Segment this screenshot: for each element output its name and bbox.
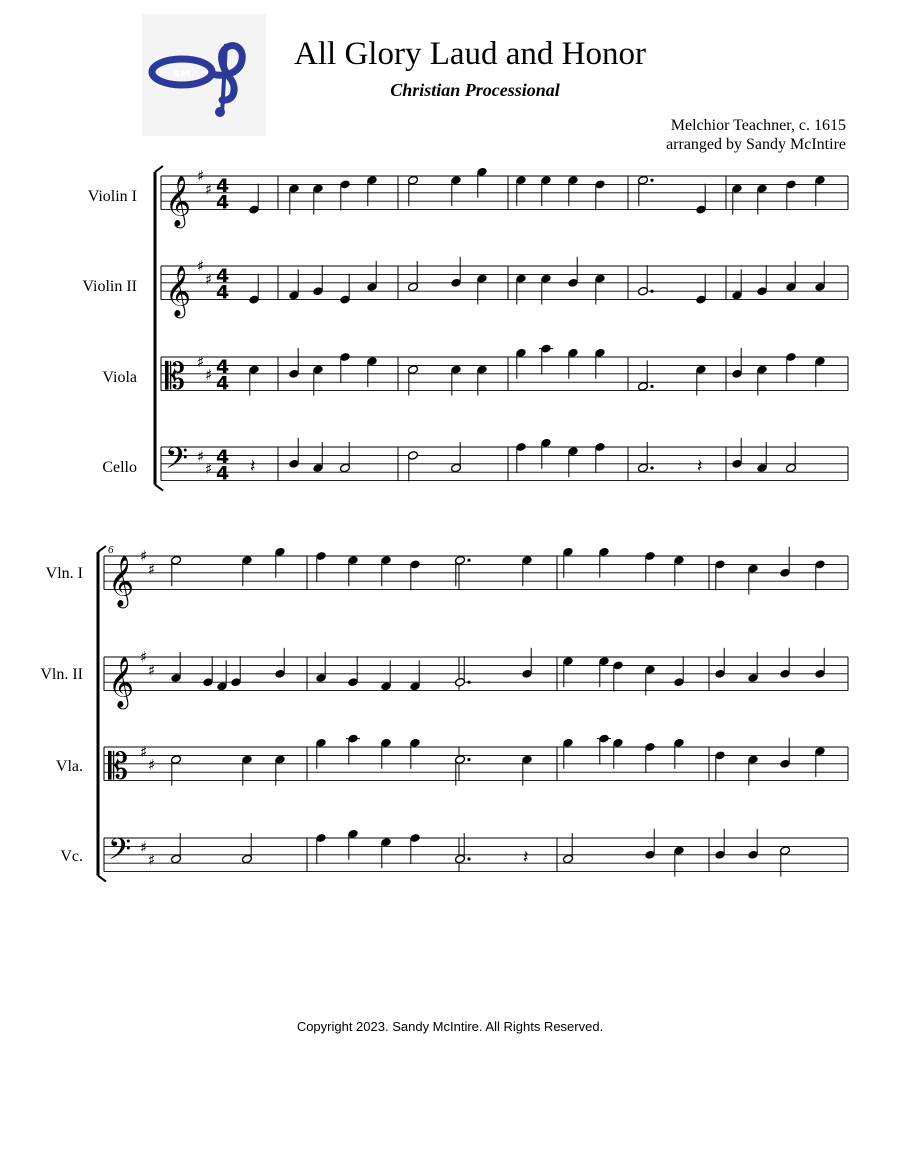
piece-title: All Glory Laud and Honor bbox=[294, 36, 646, 72]
bracket-bottom bbox=[155, 485, 163, 491]
bass-clef-icon: 𝄢 bbox=[165, 442, 189, 484]
treble-clef-icon: 𝄞 bbox=[165, 265, 192, 317]
sharp-icon: ♯ bbox=[197, 257, 205, 275]
augmentation-dot bbox=[467, 758, 470, 761]
time-signature-top: 4 bbox=[216, 264, 230, 287]
instrument-label: Cello bbox=[102, 459, 137, 476]
treble-clef-icon: 𝄞 bbox=[108, 555, 135, 607]
treble-clef-icon: 𝄞 bbox=[165, 175, 192, 227]
bracket-top bbox=[98, 546, 106, 552]
treble-clef-icon: 𝄞 bbox=[108, 656, 135, 708]
sharp-icon: ♯ bbox=[140, 838, 148, 857]
sharp-icon: ♯ bbox=[205, 365, 213, 384]
time-signature-top: 4 bbox=[216, 355, 230, 378]
staff-lines bbox=[98, 166, 848, 882]
copyright-notice: Copyright 2023. Sandy McIntire. All Rights Reserved. bbox=[296, 1019, 604, 1034]
instrument-label: Vla. bbox=[55, 758, 83, 775]
augmentation-dot bbox=[467, 857, 470, 860]
bracket-bottom bbox=[98, 876, 106, 882]
composer-credit: Melchior Teachner, c. 1615 bbox=[670, 117, 846, 134]
sharp-icon: ♯ bbox=[140, 648, 148, 666]
sharp-icon: ♯ bbox=[197, 353, 205, 372]
time-signature-bottom: 4 bbox=[216, 281, 230, 304]
instrument-label: Viola bbox=[102, 369, 137, 386]
time-signature-bottom: 4 bbox=[216, 462, 230, 485]
instrument-label: Violin I bbox=[87, 188, 137, 205]
bass-clef-icon: 𝄢 bbox=[108, 833, 132, 875]
instrument-label: Vln. II bbox=[40, 666, 83, 683]
augmentation-dot bbox=[650, 290, 653, 293]
instrument-label: Vc. bbox=[60, 848, 83, 865]
logo-text: SM bbox=[173, 69, 191, 80]
measure-number: 6 bbox=[108, 544, 114, 556]
quarter-rest-icon: 𝄽 bbox=[697, 456, 703, 478]
quarter-rest-icon: 𝄽 bbox=[250, 456, 256, 478]
note-heads bbox=[171, 167, 826, 877]
sharp-icon: ♯ bbox=[197, 167, 205, 185]
instrument-label: Violin II bbox=[82, 278, 137, 295]
sharp-icon: ♯ bbox=[205, 270, 213, 289]
time-signature-top: 4 bbox=[216, 445, 230, 468]
augmentation-dot bbox=[650, 385, 653, 388]
instrument-label: Vln. I bbox=[45, 565, 83, 582]
sharp-icon: ♯ bbox=[148, 661, 156, 680]
alto-clef-icon: 𝄡 bbox=[165, 356, 186, 398]
sharp-icon: ♯ bbox=[148, 560, 156, 579]
sharp-icon: ♯ bbox=[140, 743, 148, 762]
augmentation-dot bbox=[467, 559, 470, 562]
sharp-icon: ♯ bbox=[205, 180, 213, 199]
augmentation-dot bbox=[650, 466, 653, 469]
piece-subtitle: Christian Processional bbox=[390, 80, 560, 100]
arranger-credit: arranged by Sandy McIntire bbox=[666, 136, 846, 153]
quarter-rest-icon: 𝄽 bbox=[523, 847, 529, 869]
alto-clef-icon: 𝄡 bbox=[108, 746, 129, 788]
bracket-top bbox=[155, 166, 163, 172]
sharp-icon: ♯ bbox=[197, 447, 205, 466]
sharp-icon: ♯ bbox=[148, 755, 156, 774]
augmentation-dot bbox=[650, 179, 653, 182]
augmentation-dot bbox=[467, 681, 470, 684]
sharp-icon: ♯ bbox=[140, 547, 148, 565]
time-signature-bottom: 4 bbox=[216, 372, 230, 395]
time-signature-top: 4 bbox=[216, 174, 230, 197]
sharp-icon: ♯ bbox=[148, 851, 156, 869]
sharp-icon: ♯ bbox=[205, 460, 213, 478]
time-signature-bottom: 4 bbox=[216, 191, 230, 214]
